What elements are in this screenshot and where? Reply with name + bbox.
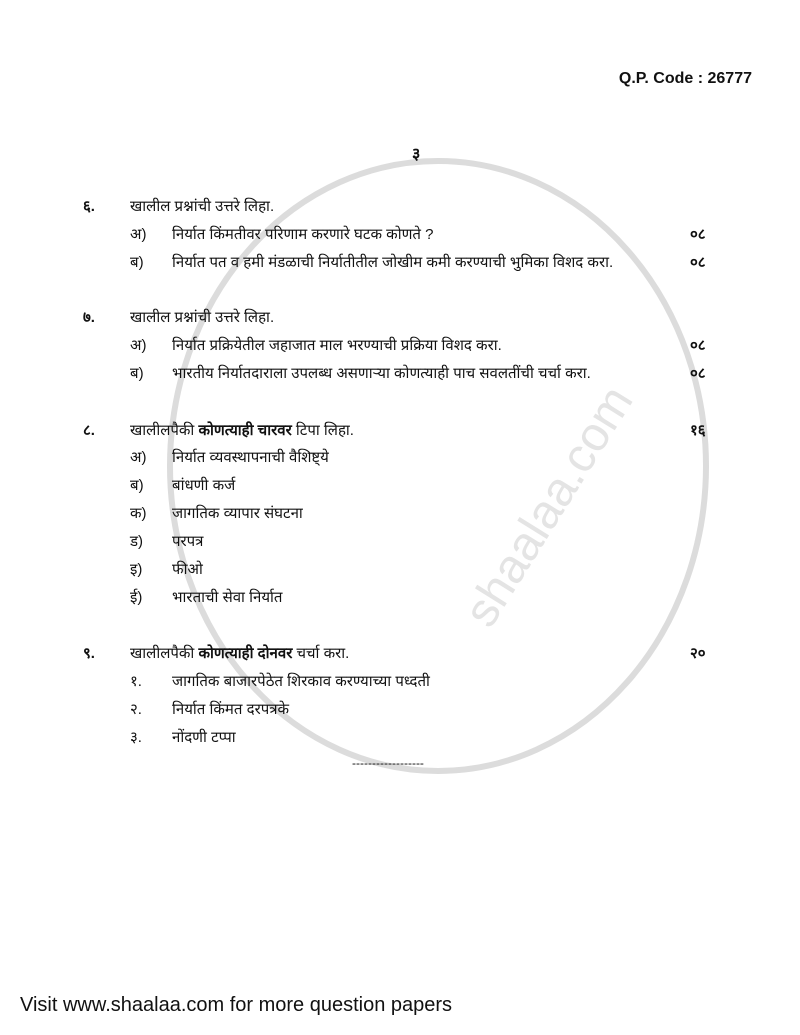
question-item [0,699,800,723]
item-label: १. [130,673,142,690]
text-post: चर्चा करा. [292,645,350,662]
item-text: निर्यात किंमत दरपत्रके [172,701,290,718]
question-item [0,447,800,471]
item-label: २. [130,701,142,718]
question-item [0,727,800,751]
item-text: भारतीय निर्यातदाराला उपलब्ध असणाऱ्या कोणत्याही पाच सवलतींची चर्चा करा. [172,365,591,382]
watermark-text: shaalaa.com [454,376,644,636]
item-marks: ०८ [690,337,706,354]
item-label: ३. [130,729,142,746]
page-number: ३ [412,146,421,163]
item-label: ब) [130,365,144,382]
item-text: जागतिक व्यापार संघटना [172,505,303,522]
question-item [0,475,800,499]
qp-code: Q.P. Code : 26777 [618,70,752,87]
question-number: ९. [83,645,95,662]
question-6 [0,196,800,220]
item-text: निर्यात किंमतीवर परिणाम करणारे घटक कोणते ? [172,226,434,243]
item-label: ड) [130,533,144,550]
question-item [0,671,800,695]
question-number: ७. [83,309,95,326]
item-text: नोंदणी टप्पा [172,729,236,746]
question-marks: २० [690,645,706,662]
item-label: ई) [130,589,143,606]
item-label: ब) [130,254,144,271]
question-item [0,503,800,527]
question-item [0,531,800,555]
question-item [0,224,800,248]
item-label: क) [130,505,147,522]
question-item [0,559,800,583]
question-text [130,420,354,440]
item-label: अ) [130,337,147,354]
text-bold: कोणत्याही दोनवर [198,645,293,662]
item-marks: ०८ [690,365,706,382]
item-text: निर्यात पत व हमी मंडळाची निर्यातीतील जोखीम कमी करण्याची भुमिका विशद करा. [172,254,614,271]
question-9 [0,643,800,667]
item-label: ब) [130,477,144,494]
item-text: भारताची सेवा निर्यात [172,589,283,606]
question-number: ८. [83,422,95,439]
item-label: इ) [130,561,143,578]
item-text: निर्यात प्रक्रियेतील जहाजात माल भरण्याची प्रक्रिया विशद करा. [172,337,502,354]
text-pre: खालीलपैकी [130,645,199,662]
question-item [0,335,800,359]
text-post: टिपा लिहा. [291,422,354,439]
text-bold: कोणत्याही चारवर [198,422,292,439]
question-8 [0,420,800,444]
item-text: बांधणी कर्ज [172,477,236,494]
item-text: फीओ [172,561,203,578]
question-text: खालील प्रश्नांची उत्तरे लिहा. [130,309,275,326]
question-number: ६. [83,198,95,215]
item-label: अ) [130,449,147,466]
question-text: खालील प्रश्नांची उत्तरे लिहा. [130,198,275,215]
item-marks: ०८ [690,254,706,271]
item-text: परपत्र [172,533,204,550]
question-item [0,363,800,387]
item-text: निर्यात व्यवस्थापनाची वैशिष्ट्ये [172,449,329,466]
text-pre: खालीलपैकी [130,422,199,439]
question-text [130,643,349,663]
question-item [0,252,800,276]
item-text: जागतिक बाजारपेठेत शिरकाव करण्याच्या पध्दती [172,673,430,690]
item-marks: ०८ [690,226,706,243]
end-marker: ------------------ [352,756,424,770]
question-item [0,587,800,611]
question-7 [0,307,800,331]
footer-link-text: Visit www.shaalaa.com for more question papers [20,994,453,1016]
item-label: अ) [130,226,147,243]
question-marks: १६ [690,422,706,439]
